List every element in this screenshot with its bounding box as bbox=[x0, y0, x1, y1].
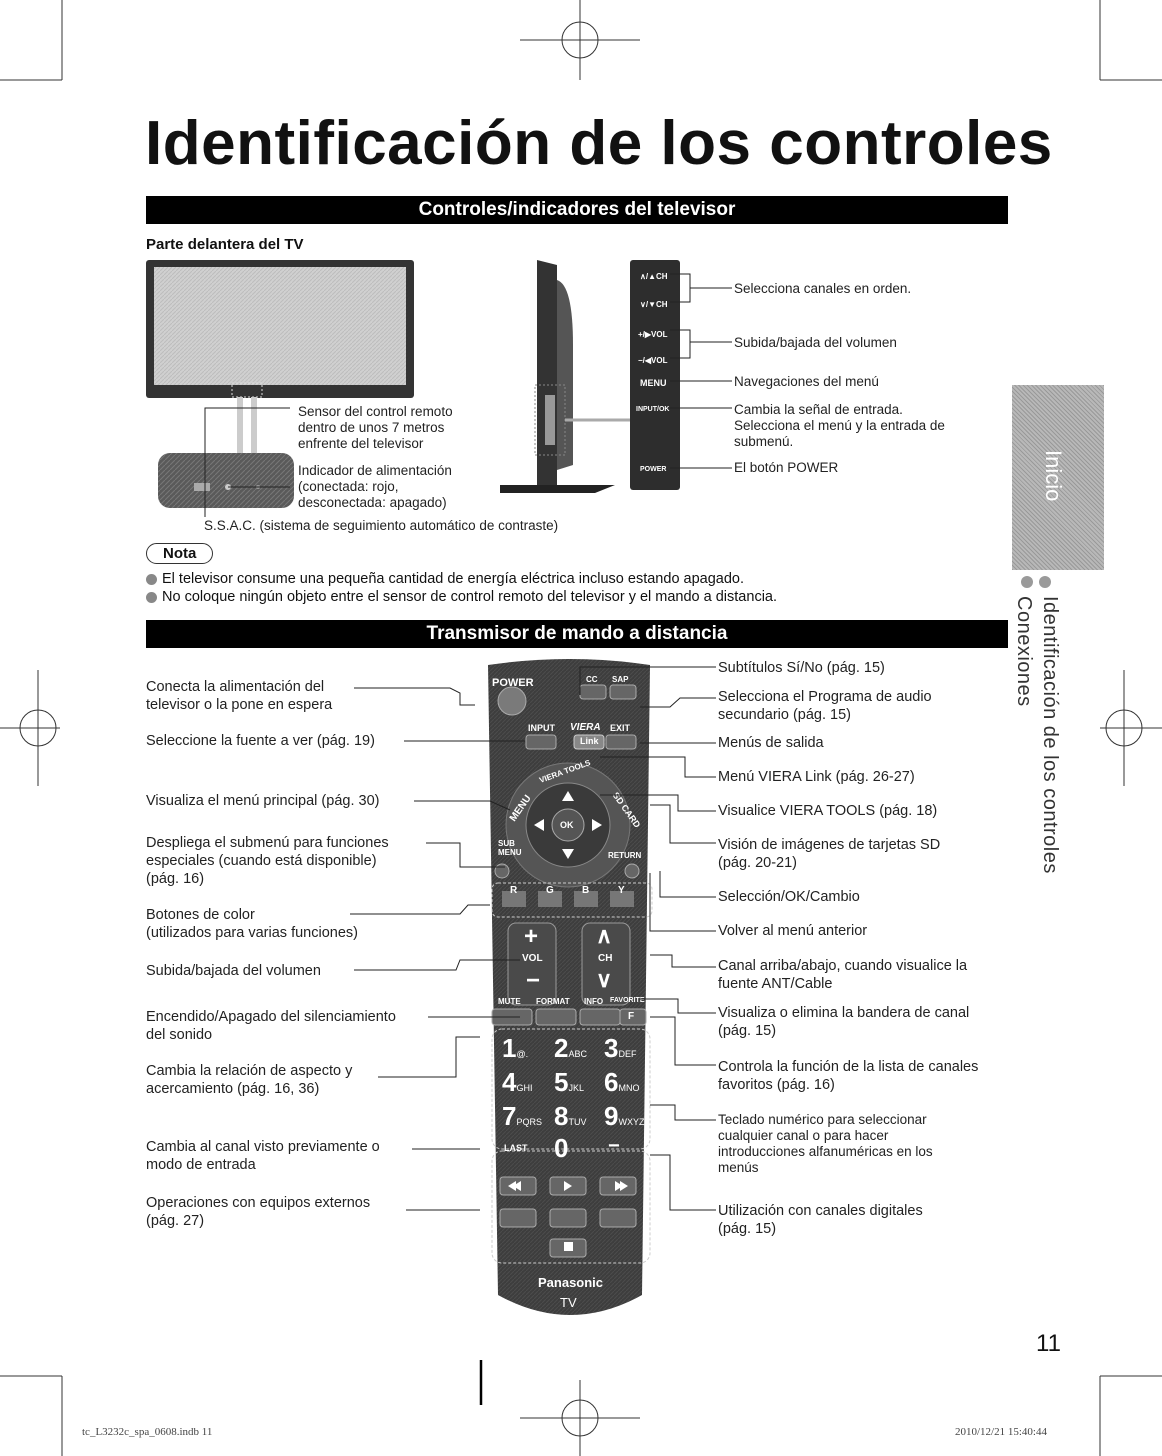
callout-ssac: S.S.A.C. (sistema de seguimiento automático de contraste) bbox=[204, 518, 559, 533]
callout-power: Conecta la alimentación del televisor o la pone en espera bbox=[146, 679, 333, 713]
section-header-tv: Controles/indicadores del televisor bbox=[146, 196, 1008, 224]
remote-favorite-label[interactable]: FAVORITE bbox=[610, 997, 645, 1004]
footer-file: tc_L3232c_spa_0608.indb 11 bbox=[82, 1426, 213, 1438]
remote-callout-lines bbox=[350, 655, 720, 1255]
callout-channel: Canal arriba/abajo, cuando visualice la fuente ANT/Cable bbox=[718, 958, 968, 992]
callout-sensor: Sensor del control remoto dentro de unos 7 metros enfrente del televisor bbox=[298, 404, 453, 451]
side-callout-lines bbox=[660, 260, 740, 490]
remote-sub-menu-label[interactable]: SUB MENU bbox=[498, 839, 522, 857]
remote-f-label[interactable]: F bbox=[628, 1011, 635, 1022]
remote-brand-label: Panasonic bbox=[538, 1275, 604, 1290]
remote-format-label[interactable]: FORMAT bbox=[536, 997, 570, 1006]
remote-info-label[interactable]: INFO bbox=[584, 997, 604, 1006]
callout-sap: Selecciona el Programa de audio secundario (pág. 15) bbox=[718, 689, 932, 723]
callout-ok: Selección/OK/Cambio bbox=[718, 889, 860, 905]
callout-format: Cambia la relación de aspecto y acercamiento (pág. 16, 36) bbox=[146, 1063, 353, 1097]
remote-vol-minus[interactable]: − bbox=[526, 967, 541, 994]
remote-exit-label[interactable]: EXIT bbox=[610, 723, 631, 733]
side-nav-conexiones[interactable]: Conexiones bbox=[1013, 596, 1035, 707]
keypad-key[interactable]: 5JKL bbox=[554, 1067, 584, 1097]
side-tab-dots bbox=[1018, 574, 1068, 590]
remote-mute-label[interactable]: MUTE bbox=[498, 997, 521, 1006]
tv-front-subheading: Parte delantera del TV bbox=[146, 236, 304, 253]
callout-color: Botones de color (utilizados para varias funciones) bbox=[146, 907, 358, 941]
remote-menu-label[interactable]: MENU bbox=[507, 793, 534, 824]
vol-down-button[interactable]: −/◀VOL bbox=[638, 356, 668, 365]
vol-up-button[interactable]: +/▶VOL bbox=[638, 330, 668, 339]
keypad-key[interactable]: 1@. bbox=[502, 1033, 529, 1063]
remote-vol-plus[interactable]: + bbox=[524, 923, 539, 950]
ch-down-button[interactable]: ∨/▼CH bbox=[640, 300, 668, 309]
callout-return: Volver al menú anterior bbox=[718, 923, 868, 939]
callout-viera-tools: Visualice VIERA TOOLS (pág. 18) bbox=[718, 803, 938, 819]
callout-info: Visualiza o elimina la bandera de canal (pág. 15) bbox=[718, 1005, 970, 1039]
callout-keypad: Teclado numérico para seleccionar cualquier canal o para hacer introducciones alfanuméricas en los menús bbox=[718, 1112, 933, 1175]
callout-menu: Visualiza el menú principal (pág. 30) bbox=[146, 793, 380, 809]
menu-button[interactable]: MENU bbox=[640, 378, 667, 388]
side-callout-menu: Navegaciones del menú bbox=[734, 374, 879, 389]
keypad-key[interactable]: 2ABC bbox=[554, 1033, 587, 1063]
callout-mute: Encendido/Apagado del silenciamiento del sonido bbox=[146, 1009, 396, 1043]
remote-viera-label: VIERA bbox=[570, 722, 601, 733]
side-callout-input: Cambia la señal de entrada. Selecciona el menú y la entrada de submenú. bbox=[734, 402, 945, 449]
remote-link-label[interactable]: Link bbox=[580, 736, 599, 746]
remote-ok-label[interactable]: OK bbox=[560, 820, 574, 830]
keypad-key[interactable]: 6MNO bbox=[604, 1067, 640, 1097]
callout-power-indicator: Indicador de alimentación (conectada: rojo, desconectada: apagado) bbox=[298, 463, 452, 510]
keypad-key[interactable]: 7PQRS bbox=[502, 1101, 542, 1131]
remote-last-label[interactable]: LAST bbox=[504, 1143, 528, 1153]
callout-viera-link: Menú VIERA Link (pág. 26-27) bbox=[718, 769, 915, 785]
callout-exit: Menús de salida bbox=[718, 735, 824, 751]
section-tab-label: Inicio bbox=[1041, 450, 1066, 502]
remote-g-label[interactable]: G bbox=[546, 885, 554, 896]
footer-timestamp: 2010/12/21 15:40:44 bbox=[955, 1426, 1047, 1438]
keypad-key[interactable]: 9WXYZ bbox=[604, 1101, 645, 1131]
callout-external: Operaciones con equipos externos (pág. 27) bbox=[146, 1195, 371, 1229]
side-callout-power: El botón POWER bbox=[734, 460, 839, 475]
note-list bbox=[146, 570, 777, 606]
note-label: Nota bbox=[146, 543, 213, 564]
remote-y-label[interactable]: Y bbox=[618, 885, 625, 896]
callout-volume: Subida/bajada del volumen bbox=[146, 963, 321, 979]
callout-submenu: Despliega el submenú para funciones especiales (cuando está disponible) (pág. 16) bbox=[146, 835, 389, 887]
page-number: 11 bbox=[1036, 1330, 1061, 1357]
remote-ch-down[interactable]: ∨ bbox=[596, 967, 613, 992]
remote-input-label: INPUT bbox=[528, 723, 555, 733]
callout-last: Cambia al canal visto previamente o modo de entrada bbox=[146, 1139, 380, 1173]
remote-b-label[interactable]: B bbox=[582, 885, 590, 896]
remote-vol-label: VOL bbox=[522, 953, 543, 964]
remote-cc-label: CC bbox=[586, 675, 598, 684]
callout-digital: Utilización con canales digitales (pág. 15) bbox=[718, 1203, 923, 1237]
callout-sd: Visión de imágenes de tarjetas SD (pág. 20-21) bbox=[718, 837, 941, 871]
keypad-key[interactable]: 8TUV bbox=[554, 1101, 587, 1131]
power-button[interactable]: POWER bbox=[640, 466, 667, 473]
remote-power-label: POWER bbox=[492, 677, 534, 689]
remote-tv-label: TV bbox=[560, 1295, 577, 1310]
note-item: El televisor consume una pequeña cantidad de energía eléctrica incluso estando apagado. bbox=[146, 570, 777, 588]
note-item: No coloque ningún objeto entre el sensor de control remoto del televisor y el mando a distancia. bbox=[146, 588, 777, 606]
remote-ch-label: CH bbox=[598, 953, 613, 964]
page-title: Identificación de los controles bbox=[145, 109, 1053, 178]
side-callout-volume: Subida/bajada del volumen bbox=[734, 335, 897, 350]
remote-sap-label: SAP bbox=[612, 675, 629, 684]
ch-up-button[interactable]: ∧/▲CH bbox=[640, 272, 668, 281]
callout-cc: Subtítulos Sí/No (pág. 15) bbox=[718, 660, 885, 676]
callout-favorite: Controla la función de la lista de canales favoritos (pág. 16) bbox=[718, 1059, 979, 1093]
remote-return-label[interactable]: RETURN bbox=[608, 851, 642, 860]
input-ok-button[interactable]: INPUT/OK bbox=[636, 406, 670, 413]
keypad-key-zero[interactable]: 0 bbox=[554, 1133, 569, 1163]
side-nav-identificacion[interactable]: Identificación de los controles bbox=[1039, 596, 1061, 874]
remote-dash-key[interactable]: − bbox=[608, 1135, 620, 1157]
remote-sd-card-label[interactable]: SD CARD bbox=[610, 790, 643, 830]
section-header-remote: Transmisor de mando a distancia bbox=[146, 620, 1008, 648]
keypad-key[interactable]: 3DEF bbox=[604, 1033, 637, 1063]
callout-input: Seleccione la fuente a ver (pág. 19) bbox=[146, 733, 375, 749]
remote-viera-tools-label[interactable]: VIERA TOOLS bbox=[538, 758, 592, 785]
remote-ch-up[interactable]: ∧ bbox=[596, 923, 613, 948]
side-callout-channels: Selecciona canales en orden. bbox=[734, 281, 912, 296]
keypad-key[interactable]: 4GHI bbox=[502, 1067, 533, 1097]
remote-r-label[interactable]: R bbox=[510, 885, 518, 896]
